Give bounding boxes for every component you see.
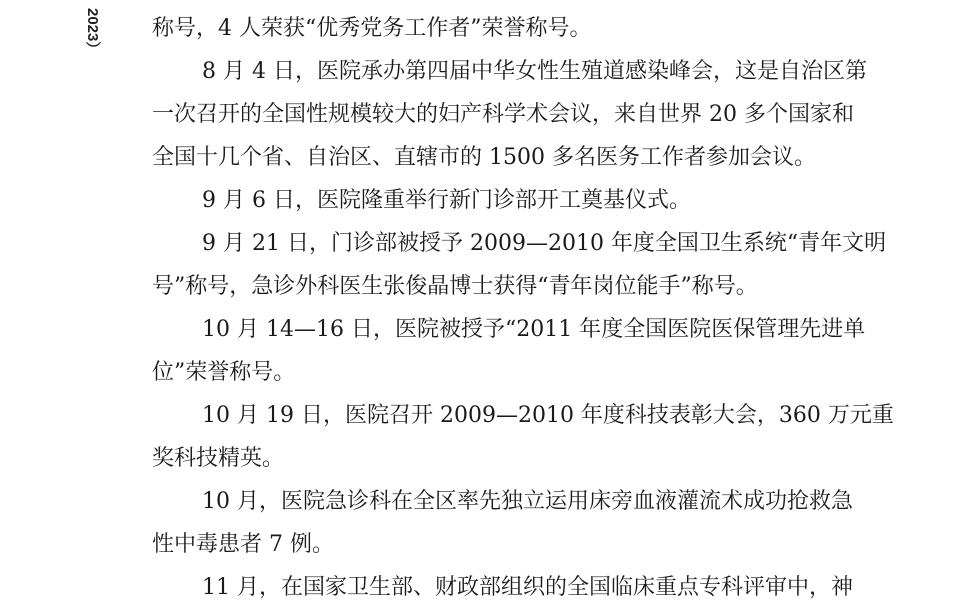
text-line: 号”称号，急诊外科医生张俊晶博士获得“青年岗位能手”称号。	[152, 274, 758, 299]
text-line: 9 月 21 日，门诊部被授予 2009—2010 年度全国卫生系统“青年文明	[202, 231, 887, 256]
text-line: 奖科技精英。	[152, 446, 285, 471]
text-line: 8 月 4 日，医院承办第四届中华女性生殖道感染峰会，这是自治区第	[202, 59, 867, 84]
page-margin-label: 2023）	[84, 8, 101, 57]
text-line: 一次召开的全国性规模较大的妇产科学术会议，来自世界 20 多个国家和	[152, 102, 854, 127]
text-line: 10 月 19 日，医院召开 2009—2010 年度科技表彰大会，360 万元重	[202, 403, 894, 428]
text-line: 9 月 6 日，医院隆重举行新门诊部开工奠基仪式。	[202, 188, 691, 213]
text-line: 10 月 14—16 日，医院被授予“2011 年度全国医院医保管理先进单	[202, 317, 866, 342]
text-line: 全国十几个省、自治区、直辖市的 1500 多名医务工作者参加会议。	[152, 145, 816, 170]
text-line: 称号，4 人荣获“优秀党务工作者”荣誉称号。	[152, 16, 592, 41]
document-text-body	[152, 14, 980, 616]
text-line: 11 月，在国家卫生部、财政部组织的全国临床重点专科评审中，神	[202, 575, 853, 600]
text-line: 性中毒患者 7 例。	[152, 532, 334, 557]
text-line: 10 月，医院急诊科在全区率先独立运用床旁血液灌流术成功抢救急	[202, 489, 853, 514]
text-line: 位”荣誉称号。	[152, 360, 296, 385]
